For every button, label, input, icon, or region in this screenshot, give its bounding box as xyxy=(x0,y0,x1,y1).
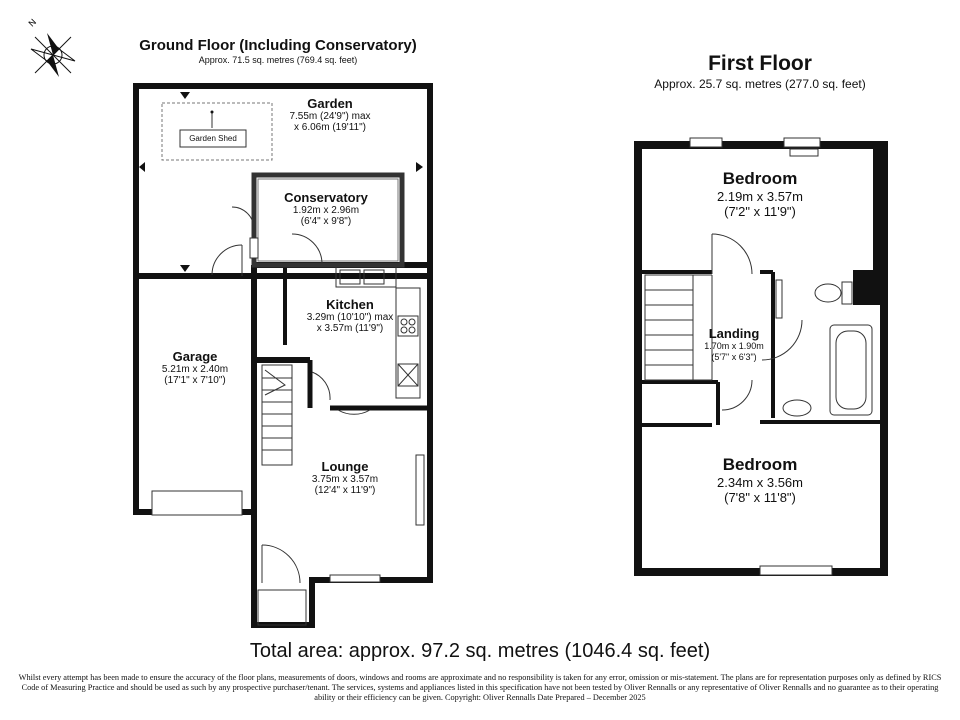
room-dimension: 1.70m x 1.90m xyxy=(704,341,764,351)
room-name: Garage xyxy=(172,349,218,364)
room-dimension: 3.29m (10'10") max xyxy=(306,312,394,323)
room-dimension: 7.55m (24'9") max xyxy=(289,111,371,122)
total-area: Total area: approx. 97.2 sq. metres (1046.4 sq. feet) xyxy=(249,640,711,662)
room-lounge xyxy=(286,459,404,496)
ground-floor-title: Ground Floor (Including Conservatory) xyxy=(139,37,417,54)
room-dimension: 5.21m x 2.40m xyxy=(161,364,229,375)
room-bedroom-1 xyxy=(680,169,840,219)
room-name: Kitchen xyxy=(326,297,374,312)
room-dimension: (7'2" x 11'9") xyxy=(724,204,796,219)
room-dimension: (5'7" x 6'3") xyxy=(711,352,757,362)
ground-floor-area: Approx. 71.5 sq. metres (769.4 sq. feet) xyxy=(198,55,358,65)
room-name: Conservatory xyxy=(284,190,368,205)
garage-walls xyxy=(136,276,254,512)
room-conservatory xyxy=(262,190,390,227)
room-dimension: 2.19m x 3.57m xyxy=(717,189,803,204)
room-dimension: 3.75m x 3.57m xyxy=(311,474,379,485)
room-dimension: 2.34m x 3.56m xyxy=(717,475,803,490)
room-dimension: (12'4" x 11'9") xyxy=(314,485,376,496)
room-name: Garden xyxy=(307,96,353,111)
garage-door xyxy=(152,491,242,515)
room-dimension: (7'8" x 11'8") xyxy=(724,490,796,505)
first-floor-doors xyxy=(712,234,802,410)
room-dimension: (6'4" x 9'8") xyxy=(300,216,352,227)
stairs xyxy=(262,365,292,465)
room-garden xyxy=(250,96,410,133)
room-dimension: x 6.06m (19'11") xyxy=(294,122,366,133)
room-dimension: 1.92m x 2.96m xyxy=(292,205,360,216)
room-garage xyxy=(142,349,248,386)
room-landing xyxy=(700,326,768,363)
room-bedroom-2 xyxy=(680,455,840,505)
garden-shed-label: Garden Shed xyxy=(189,134,237,143)
room-name: Lounge xyxy=(321,459,369,474)
first-floor-title: First Floor xyxy=(708,52,812,75)
room-name: Bedroom xyxy=(722,455,798,474)
room-dimension: x 3.57m (11'9") xyxy=(316,323,384,334)
room-name: Bedroom xyxy=(722,169,798,188)
room-kitchen xyxy=(290,297,410,334)
disclaimer: Whilst every attempt has been made to ensure the accuracy of the floor plans, measurements of doors, windows and rooms are approximate and no responsibility is taken for any error, omission or mis-statement. The plans are for representation purposes only as defined by RICS Code of Measuring Practice and should be used as such by any prospective purchaser/tenant. The services, systems and appliances listed in this specification have not been tested by Oliver Rennalls or any representative of Oliver Rennalls and no guarantee as to their operating ability or their efficiency can be given. Copyright: Oliver Rennalls Date Prepared – December 2025 xyxy=(18,673,942,702)
room-name: Landing xyxy=(708,326,760,341)
room-dimension: (17'1" x 7'10") xyxy=(164,375,226,386)
compass-icon xyxy=(31,33,75,77)
first-floor-area: Approx. 25.7 sq. metres (277.0 sq. feet) xyxy=(654,77,866,91)
compass-north-label: N xyxy=(26,16,39,29)
